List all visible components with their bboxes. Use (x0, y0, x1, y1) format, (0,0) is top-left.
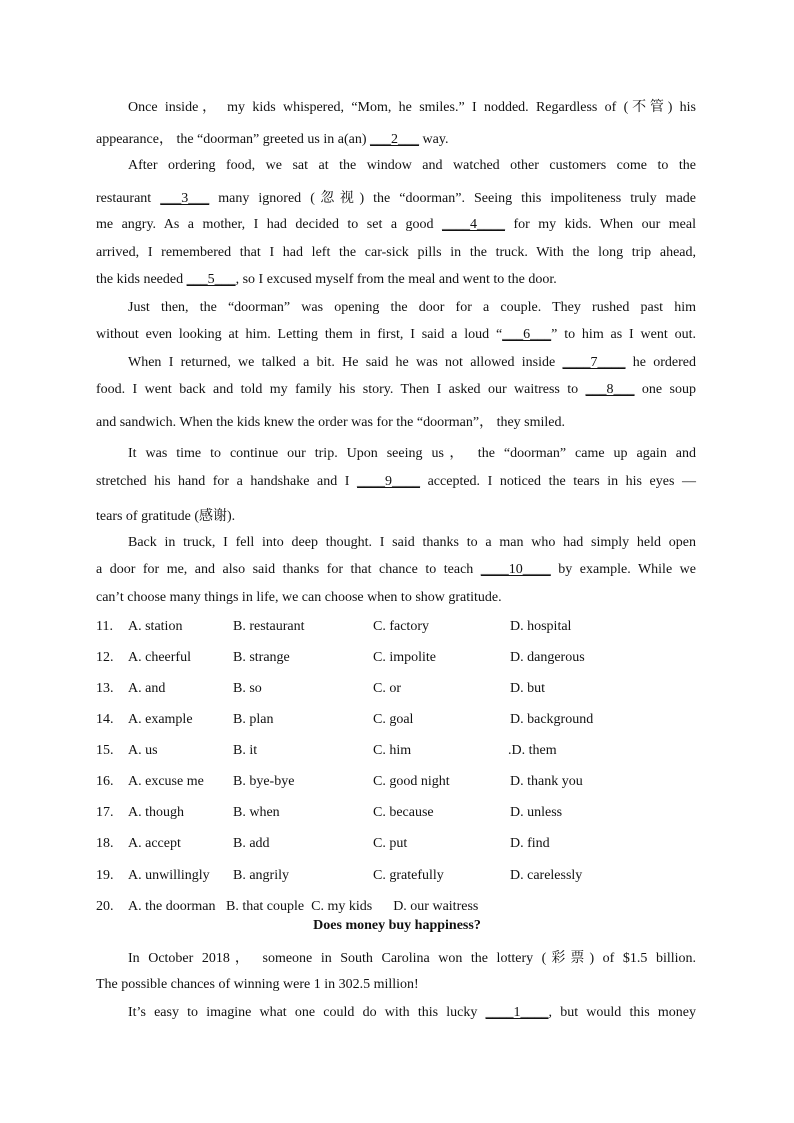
text-run: by example. While we (550, 562, 696, 577)
question-row (96, 650, 696, 670)
option-c: C. him (373, 743, 412, 758)
passage1-paragraph6-line2 (96, 562, 696, 578)
passage1-paragraph5-line2 (96, 474, 696, 490)
text-run: can’t choose many things in life, we can choose when to show gratitude. (96, 590, 502, 605)
option-a: A. excuse me (128, 774, 204, 789)
text-run: Once inside， my kids whispered, “Mom, he smiles.” I nodded. Regardless of (不管) his (128, 100, 696, 115)
blank-2: ___2___ (370, 132, 420, 147)
text-run: After ordering food, we sat at the window and watched other customers come to the (128, 158, 696, 173)
option-b: B. plan (233, 712, 274, 727)
option-a: A. unwillingly (128, 868, 210, 883)
passage1-paragraph2-line2 (96, 187, 696, 207)
passage1-paragraph2-line5 (96, 272, 696, 288)
text-run: tears of gratitude (感谢). (96, 509, 236, 524)
text-run: appearance， the “doorman” greeted us in a(an) (96, 132, 371, 147)
question-number: 18. (96, 836, 114, 851)
option-c: C. factory (373, 619, 429, 634)
question-row (96, 805, 696, 825)
blank-9: ____9____ (357, 474, 421, 489)
option-a: A. and (128, 681, 166, 696)
option-a: A. cheerful (128, 650, 191, 665)
blank-6: ___6___ (502, 327, 552, 342)
option-b: B. angrily (233, 868, 289, 883)
passage1-paragraph5-line1 (128, 442, 696, 462)
option-a: A. us (128, 743, 158, 758)
passage1-paragraph6-line1 (128, 535, 696, 551)
option-d: D. hospital (510, 619, 572, 634)
blank-4: ____4____ (442, 217, 505, 232)
question-number: 15. (96, 743, 114, 758)
passage1-paragraph2-line1 (128, 158, 696, 174)
option-d: D. background (510, 712, 594, 727)
option-d: D. thank you (510, 774, 583, 789)
passage1-paragraph3-line2 (96, 327, 696, 343)
text-run: me angry. As a mother, I had decided to set a good (96, 217, 442, 232)
question-row (96, 743, 696, 763)
passage1-paragraph4-line3 (96, 411, 696, 431)
question-number: 12. (96, 650, 114, 665)
passage1-paragraph5-line3 (96, 505, 696, 525)
text-run: It’s easy to imagine what one could do with this lucky (128, 1005, 486, 1020)
question-row (96, 681, 696, 701)
question-row (96, 774, 696, 794)
option-b: B. so (233, 681, 262, 696)
option-c: C. gratefully (373, 868, 444, 883)
text-run: and sandwich. When the kids knew the order was for the “doorman”， they smiled. (96, 415, 565, 430)
text-run: restaurant (96, 191, 161, 206)
text-run: Just then, the “doorman” was opening the door for a couple. They rushed past him (128, 300, 696, 315)
text-run: accepted. I noticed the tears in his eyes — (420, 474, 696, 489)
text-run: without even looking at him. Letting them in first, I said a loud “ (96, 327, 503, 342)
blank-7: ____7____ (562, 355, 626, 370)
option-d: D. find (510, 836, 550, 851)
question-row (96, 619, 696, 639)
text-run: he ordered (625, 355, 696, 370)
question-number: 19. (96, 868, 114, 883)
blank-8: ___8___ (585, 382, 635, 397)
blank-5: ___5___ (186, 272, 236, 287)
passage2-paragraph1-line1 (128, 947, 696, 967)
question-number: 14. (96, 712, 114, 727)
question-row (96, 868, 696, 888)
option-a: A. example (128, 712, 193, 727)
text-run: a door for me, and also said thanks for that chance to teach (96, 562, 481, 577)
text-run: way. (419, 132, 449, 147)
passage1-paragraph4-line1 (128, 355, 696, 371)
text-run: In October 2018， someone in South Carolina won the lottery (彩票) of $1.5 billion. (128, 951, 696, 966)
option-c: C. or (373, 681, 401, 696)
option-b: B. strange (233, 650, 290, 665)
option-a: A. though (128, 805, 184, 820)
text-run: , but would this money (548, 1005, 696, 1020)
question-number: 17. (96, 805, 114, 820)
option-d: .D. them (508, 743, 557, 758)
text-run: the kids needed (96, 272, 187, 287)
question-20-options: A. the doorman B. that couple C. my kids D. our waitress (128, 899, 479, 914)
option-d: D. carelessly (510, 868, 583, 883)
option-b: B. bye-bye (233, 774, 295, 789)
text-run: , so I excused myself from the meal and went to the door. (235, 272, 557, 287)
option-c: C. put (373, 836, 408, 851)
option-a: A. station (128, 619, 183, 634)
question-number: 11. (96, 619, 113, 634)
passage1-paragraph1-line1 (128, 96, 696, 116)
text-run: arrived, I remembered that I had left the car-sick pills in the truck. With the long trip ahead, (96, 245, 696, 260)
passage1-paragraph2-line3 (96, 217, 696, 233)
option-d: D. dangerous (510, 650, 585, 665)
option-a: A. accept (128, 836, 181, 851)
passage1-paragraph3-line1 (128, 300, 696, 316)
text-run: many ignored (忽视) the “doorman”. Seeing this impoliteness truly made (209, 191, 696, 206)
option-c: C. impolite (373, 650, 436, 665)
question-number: 20. (96, 899, 114, 914)
passage1-paragraph1-line2 (96, 128, 696, 148)
text-run: Back in truck, I fell into deep thought. I said thanks to a man who had simply held open (128, 535, 696, 550)
passage2-title: Does money buy happiness? (313, 918, 481, 933)
question-row-20 (96, 899, 696, 919)
option-d: D. unless (510, 805, 563, 820)
blank-3: ___3___ (160, 191, 210, 206)
text-run: stretched his hand for a handshake and I (96, 474, 358, 489)
text-run: for my kids. When our meal (505, 217, 696, 232)
question-row (96, 712, 696, 732)
text-run: food. I went back and told my family his story. Then I asked our waitress to (96, 382, 586, 397)
question-number: 16. (96, 774, 114, 789)
passage2-paragraph1-line2 (96, 977, 696, 993)
passage1-paragraph2-line4 (96, 245, 696, 261)
text-run: It was time to continue our trip. Upon seeing us， the “doorman” came up again and (128, 446, 696, 461)
text-run: ” to him as I went out. (551, 327, 696, 342)
option-d: D. but (510, 681, 545, 696)
blank-1: ____1____ (485, 1005, 549, 1020)
question-number: 13. (96, 681, 114, 696)
text-run: When I returned, we talked a bit. He said he was not allowed inside (128, 355, 563, 370)
passage1-paragraph4-line2 (96, 382, 696, 398)
text-run: The possible chances of winning were 1 in 302.5 million! (96, 977, 419, 992)
option-b: B. it (233, 743, 258, 758)
passage1-paragraph6-line3 (96, 590, 696, 606)
option-c: C. goal (373, 712, 414, 727)
option-c: C. because (373, 805, 434, 820)
passage2-paragraph2-line1 (128, 1005, 696, 1021)
option-b: B. restaurant (233, 619, 305, 634)
blank-10: ____10____ (480, 562, 551, 577)
option-b: B. when (233, 805, 280, 820)
option-c: C. good night (373, 774, 450, 789)
question-row (96, 836, 696, 856)
option-b: B. add (233, 836, 270, 851)
text-run: one soup (634, 382, 696, 397)
